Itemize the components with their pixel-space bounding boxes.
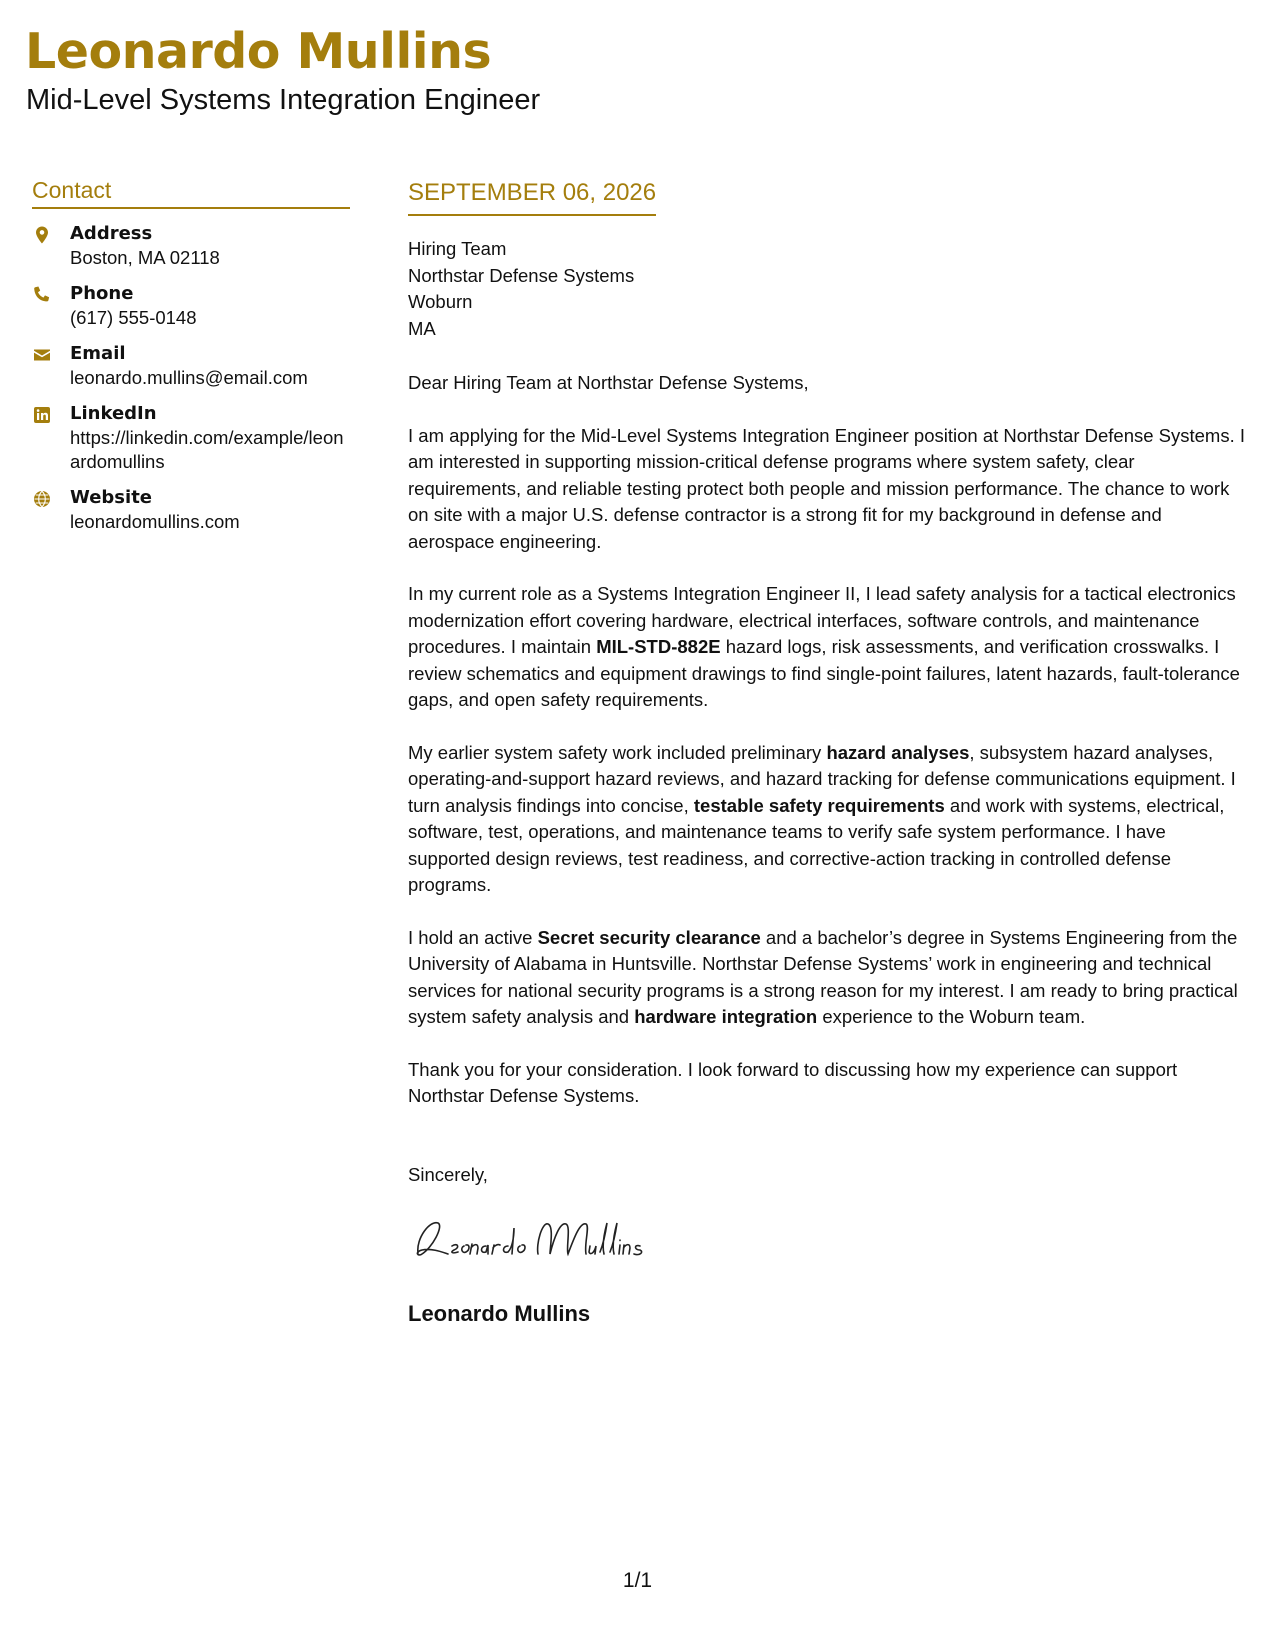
paragraph-text: My earlier system safety work included preliminary (408, 741, 827, 763)
paragraph-text: and work with systems, electrical, software, test, operations, and maintenance teams to verify safe system performance. I have supported design reviews, test readiness, and corrective-action tracking in controlled defense programs. (408, 794, 1225, 895)
applicant-name: Leonardo Mullins (25, 23, 492, 80)
contact-label: Website (70, 487, 153, 508)
contact-value: (617) 555-0148 (70, 307, 197, 328)
paragraph-text: , subsystem hazard analyses, operating-and-support hazard reviews, and hazard tracking for defense communications equipment. I turn analysis findings into concise, (408, 741, 1236, 816)
paragraph-text: Thank you for your consideration. I look forward to discussing how my experience can support Northstar Defense Systems. (408, 1058, 1178, 1106)
emphasis-text: hazard analyses (826, 741, 970, 763)
recipient-line: Northstar Defense Systems (408, 264, 635, 286)
contact-label: Phone (70, 283, 134, 304)
emphasis-text: testable safety requirements (693, 794, 945, 816)
contact-item-website (32, 486, 350, 534)
contact-value[interactable]: https://linkedin.com/example/leonardomullins (70, 427, 344, 472)
signed-name: Leonardo Mullins (408, 1301, 591, 1326)
recipient-line: Woburn (408, 291, 473, 312)
contact-sidebar (32, 176, 350, 546)
paragraph-text: In my current role as a Systems Integration Engineer II, I lead safety analysis for a tactical electronics modernization effort covering hardware, electrical interfaces, software controls, and maintenance procedures. I maintain (408, 583, 1236, 657)
letter-paragraph (408, 740, 1250, 899)
letter-paragraphs (408, 423, 1250, 1110)
letter-date: SEPTEMBER 06, 2026 (408, 178, 656, 216)
signature (408, 1208, 1250, 1278)
contact-value[interactable]: leonardo.mullins@email.com (70, 367, 308, 388)
greeting: Dear Hiring Team at Northstar Defense Systems, (408, 372, 809, 393)
letter-paragraph (408, 925, 1250, 1031)
contact-value[interactable]: leonardomullins.com (70, 511, 240, 532)
contact-heading: Contact (32, 176, 350, 209)
contact-label: Address (70, 223, 153, 244)
globe-icon (32, 486, 70, 534)
letter-paragraph (408, 1057, 1250, 1110)
contact-label: LinkedIn (70, 403, 157, 424)
job-title: Mid-Level Systems Integration Engineer (26, 84, 541, 116)
contact-label: Email (70, 343, 126, 364)
closing: Sincerely, (408, 1163, 488, 1185)
emphasis-text: Secret security clearance (537, 926, 761, 948)
recipient-line: Hiring Team (408, 238, 507, 259)
paragraph-text: I hold an active (408, 926, 538, 948)
map-pin-icon (32, 222, 70, 270)
linkedin-icon (32, 402, 70, 474)
contact-item-address (32, 222, 350, 270)
letter-paragraph (408, 581, 1250, 714)
recipient-line: MA (408, 317, 436, 339)
paragraph-text: hazard logs, risk assessments, and verification crosswalks. I review schematics and equipment drawings to find single-point failures, latent hazards, fault-tolerance gaps, and open safety requirements. (408, 636, 1240, 710)
letter-body (408, 178, 1250, 1328)
contact-item-email (32, 342, 350, 390)
paragraph-text: I am applying for the Mid-Level Systems Integration Engineer position at Northstar Defense Systems. I am interested in supporting mission-critical defense programs where system safety, clear requirements, and reliable testing protect both people and mission performance. The chance to work on site with a major U.S. defense contractor is a strong fit for my background in defense and aerospace engineering. (408, 424, 1246, 552)
envelope-icon (32, 342, 70, 390)
signature-image (408, 1208, 668, 1268)
letter-paragraph (408, 423, 1250, 556)
contact-list (32, 222, 350, 534)
recipient-block (408, 236, 1250, 342)
emphasis-text: hardware integration (634, 1006, 818, 1027)
paragraph-text: experience to the Woburn team. (817, 1006, 1086, 1027)
contact-value: Boston, MA 02118 (70, 247, 220, 268)
emphasis-text: MIL-STD-882E (596, 636, 721, 657)
phone-icon (32, 282, 70, 330)
contact-item-linkedin (32, 402, 350, 474)
contact-item-phone (32, 282, 350, 330)
paragraph-text: and a bachelor’s degree in Systems Engineering from the University of Alabama in Huntsville. Northstar Defense Systems’ work in engineering and technical services for national security programs is a strong reason for my interest. I am ready to bring practical system safety analysis and (408, 926, 1238, 1027)
page-number: 1/1 (622, 1569, 653, 1592)
